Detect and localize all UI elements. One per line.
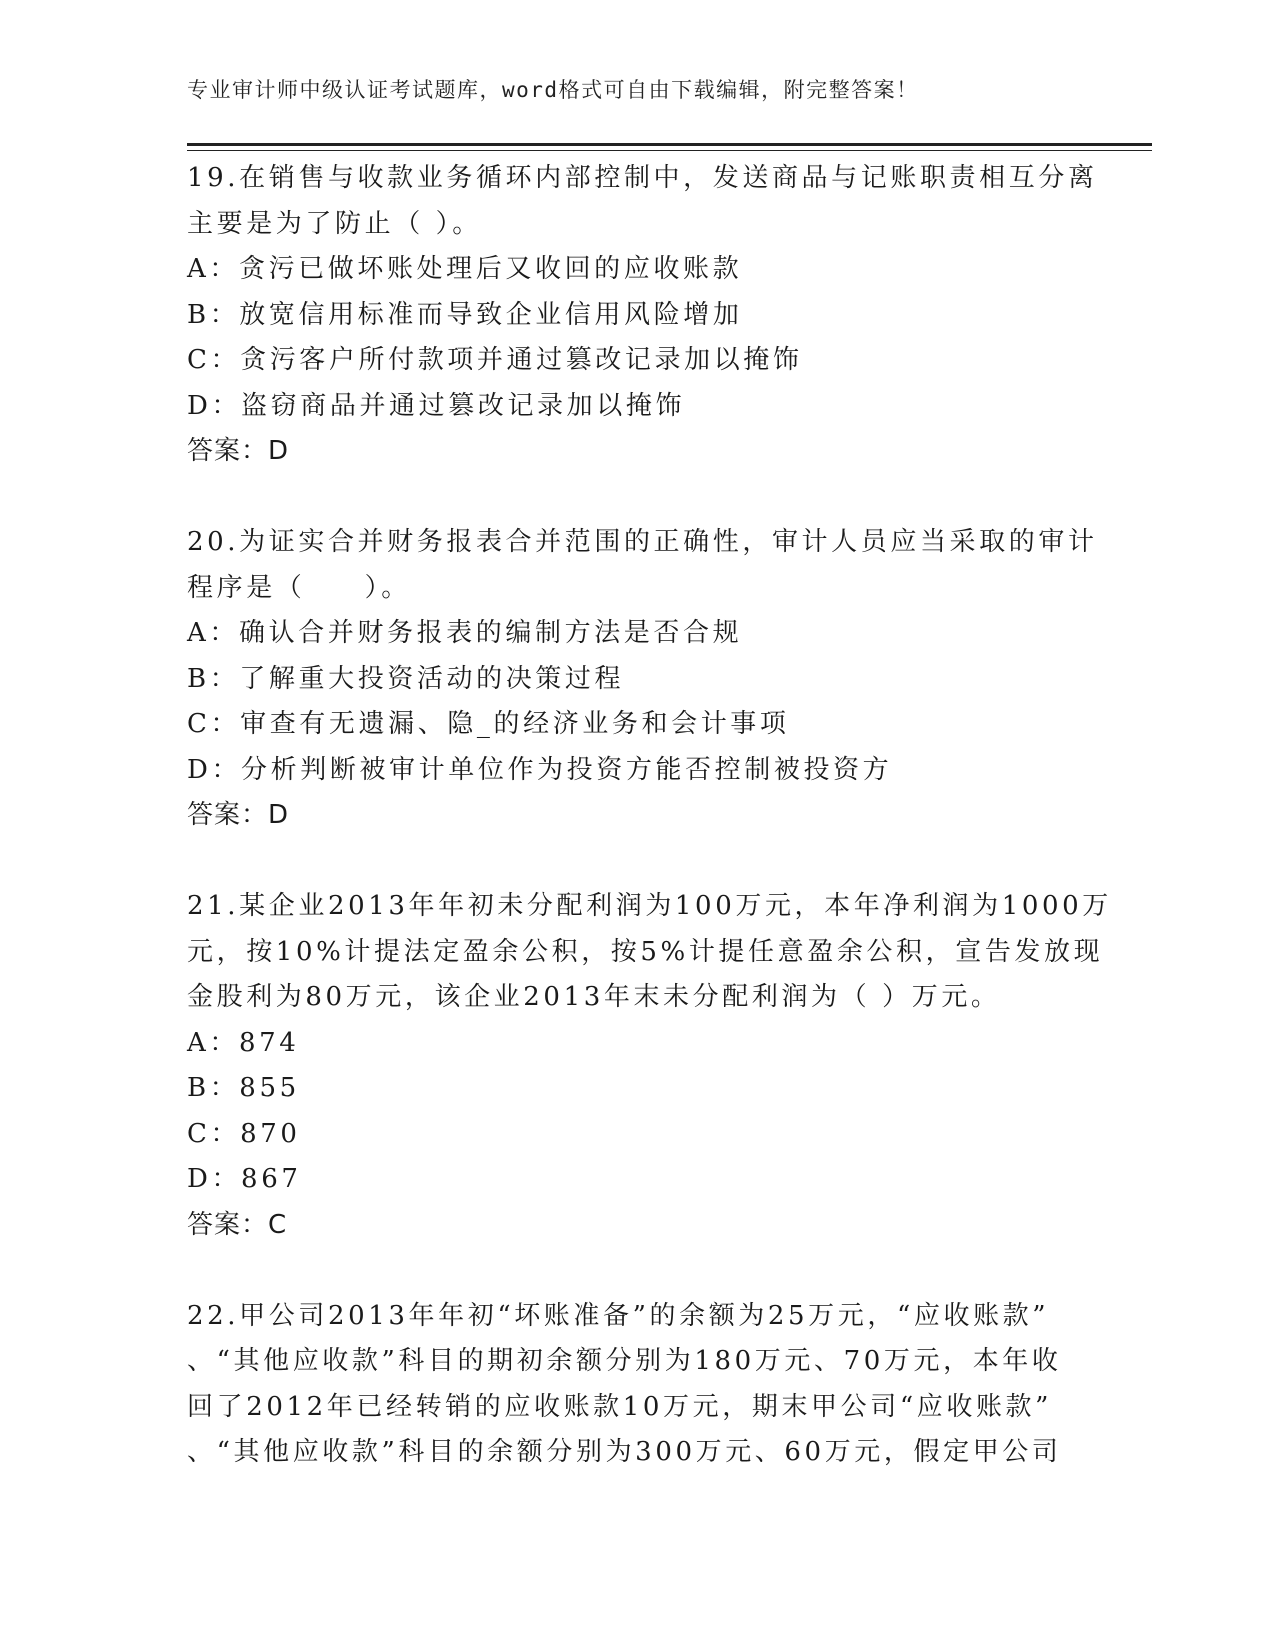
answer-line: 答案：D — [187, 800, 290, 830]
option-c: C：审查有无遗漏、隐_的经济业务和会计事项 — [187, 709, 790, 739]
option-b: B：855 — [187, 1073, 300, 1103]
option-d: D：分析判断被审计单位作为投资方能否控制被投资方 — [187, 754, 893, 785]
option-c: C：870 — [187, 1118, 301, 1149]
question-stem-line: 20.为证实合并财务报表合并范围的正确性，审计人员应当采取的审计 — [187, 527, 1098, 557]
question-stem-line: 22.甲公司2013年年初“坏账准备”的余额为25万元，“应收账款” — [187, 1300, 1050, 1331]
question-19 — [187, 156, 1107, 475]
question-stem-line: 元，按10%计提法定盈余公积，按5%计提任意盈余公积，宣告发放现 — [187, 936, 1104, 967]
option-d: D：867 — [187, 1164, 302, 1194]
question-stem-line: 21.某企业2013年年初未分配利润为100万元，本年净利润为1000万 — [187, 891, 1112, 921]
answer-line: 答案：C — [187, 1209, 288, 1240]
header-rule-thick — [187, 143, 1152, 146]
question-20 — [187, 520, 1107, 839]
option-a: A：贪污已做坏账处理后又收回的应收账款 — [187, 254, 743, 284]
question-22 — [187, 1294, 1107, 1476]
option-b: B：放宽信用标准而导致企业信用风险增加 — [187, 299, 743, 330]
question-stem-line: 金股利为80万元，该企业2013年末未分配利润为（ ）万元。 — [187, 982, 1001, 1012]
header-rule-thin — [187, 150, 1152, 151]
option-d: D：盗窃商品并通过篡改记录加以掩饰 — [187, 390, 686, 421]
option-a: A：874 — [187, 1027, 300, 1058]
answer-line: 答案：D — [187, 436, 290, 466]
question-stem-line: 主要是为了防止（ ）。 — [187, 208, 482, 239]
question-stem-line: 程序是（ ）。 — [187, 572, 411, 603]
question-21 — [187, 884, 1112, 1248]
question-stem-line: 19.在销售与收款业务循环内部控制中，发送商品与记账职责相互分离 — [187, 163, 1098, 193]
page-header: 专业审计师中级认证考试题库，word格式可自由下载编辑，附完整答案！ — [187, 78, 919, 102]
question-stem-line: 、“其他应收款”科目的余额分别为300万元、60万元，假定甲公司 — [187, 1437, 1062, 1467]
question-stem-line: 回了2012年已经转销的应收账款10万元，期末甲公司“应收账款” — [187, 1391, 1053, 1422]
option-c: C：贪污客户所付款项并通过篡改记录加以掩饰 — [187, 345, 803, 375]
option-b: B：了解重大投资活动的决策过程 — [187, 663, 625, 694]
question-list — [187, 156, 1112, 1476]
question-stem-line: 、“其他应收款”科目的期初余额分别为180万元、70万元，本年收 — [187, 1346, 1062, 1376]
option-a: A：确认合并财务报表的编制方法是否合规 — [187, 618, 743, 648]
